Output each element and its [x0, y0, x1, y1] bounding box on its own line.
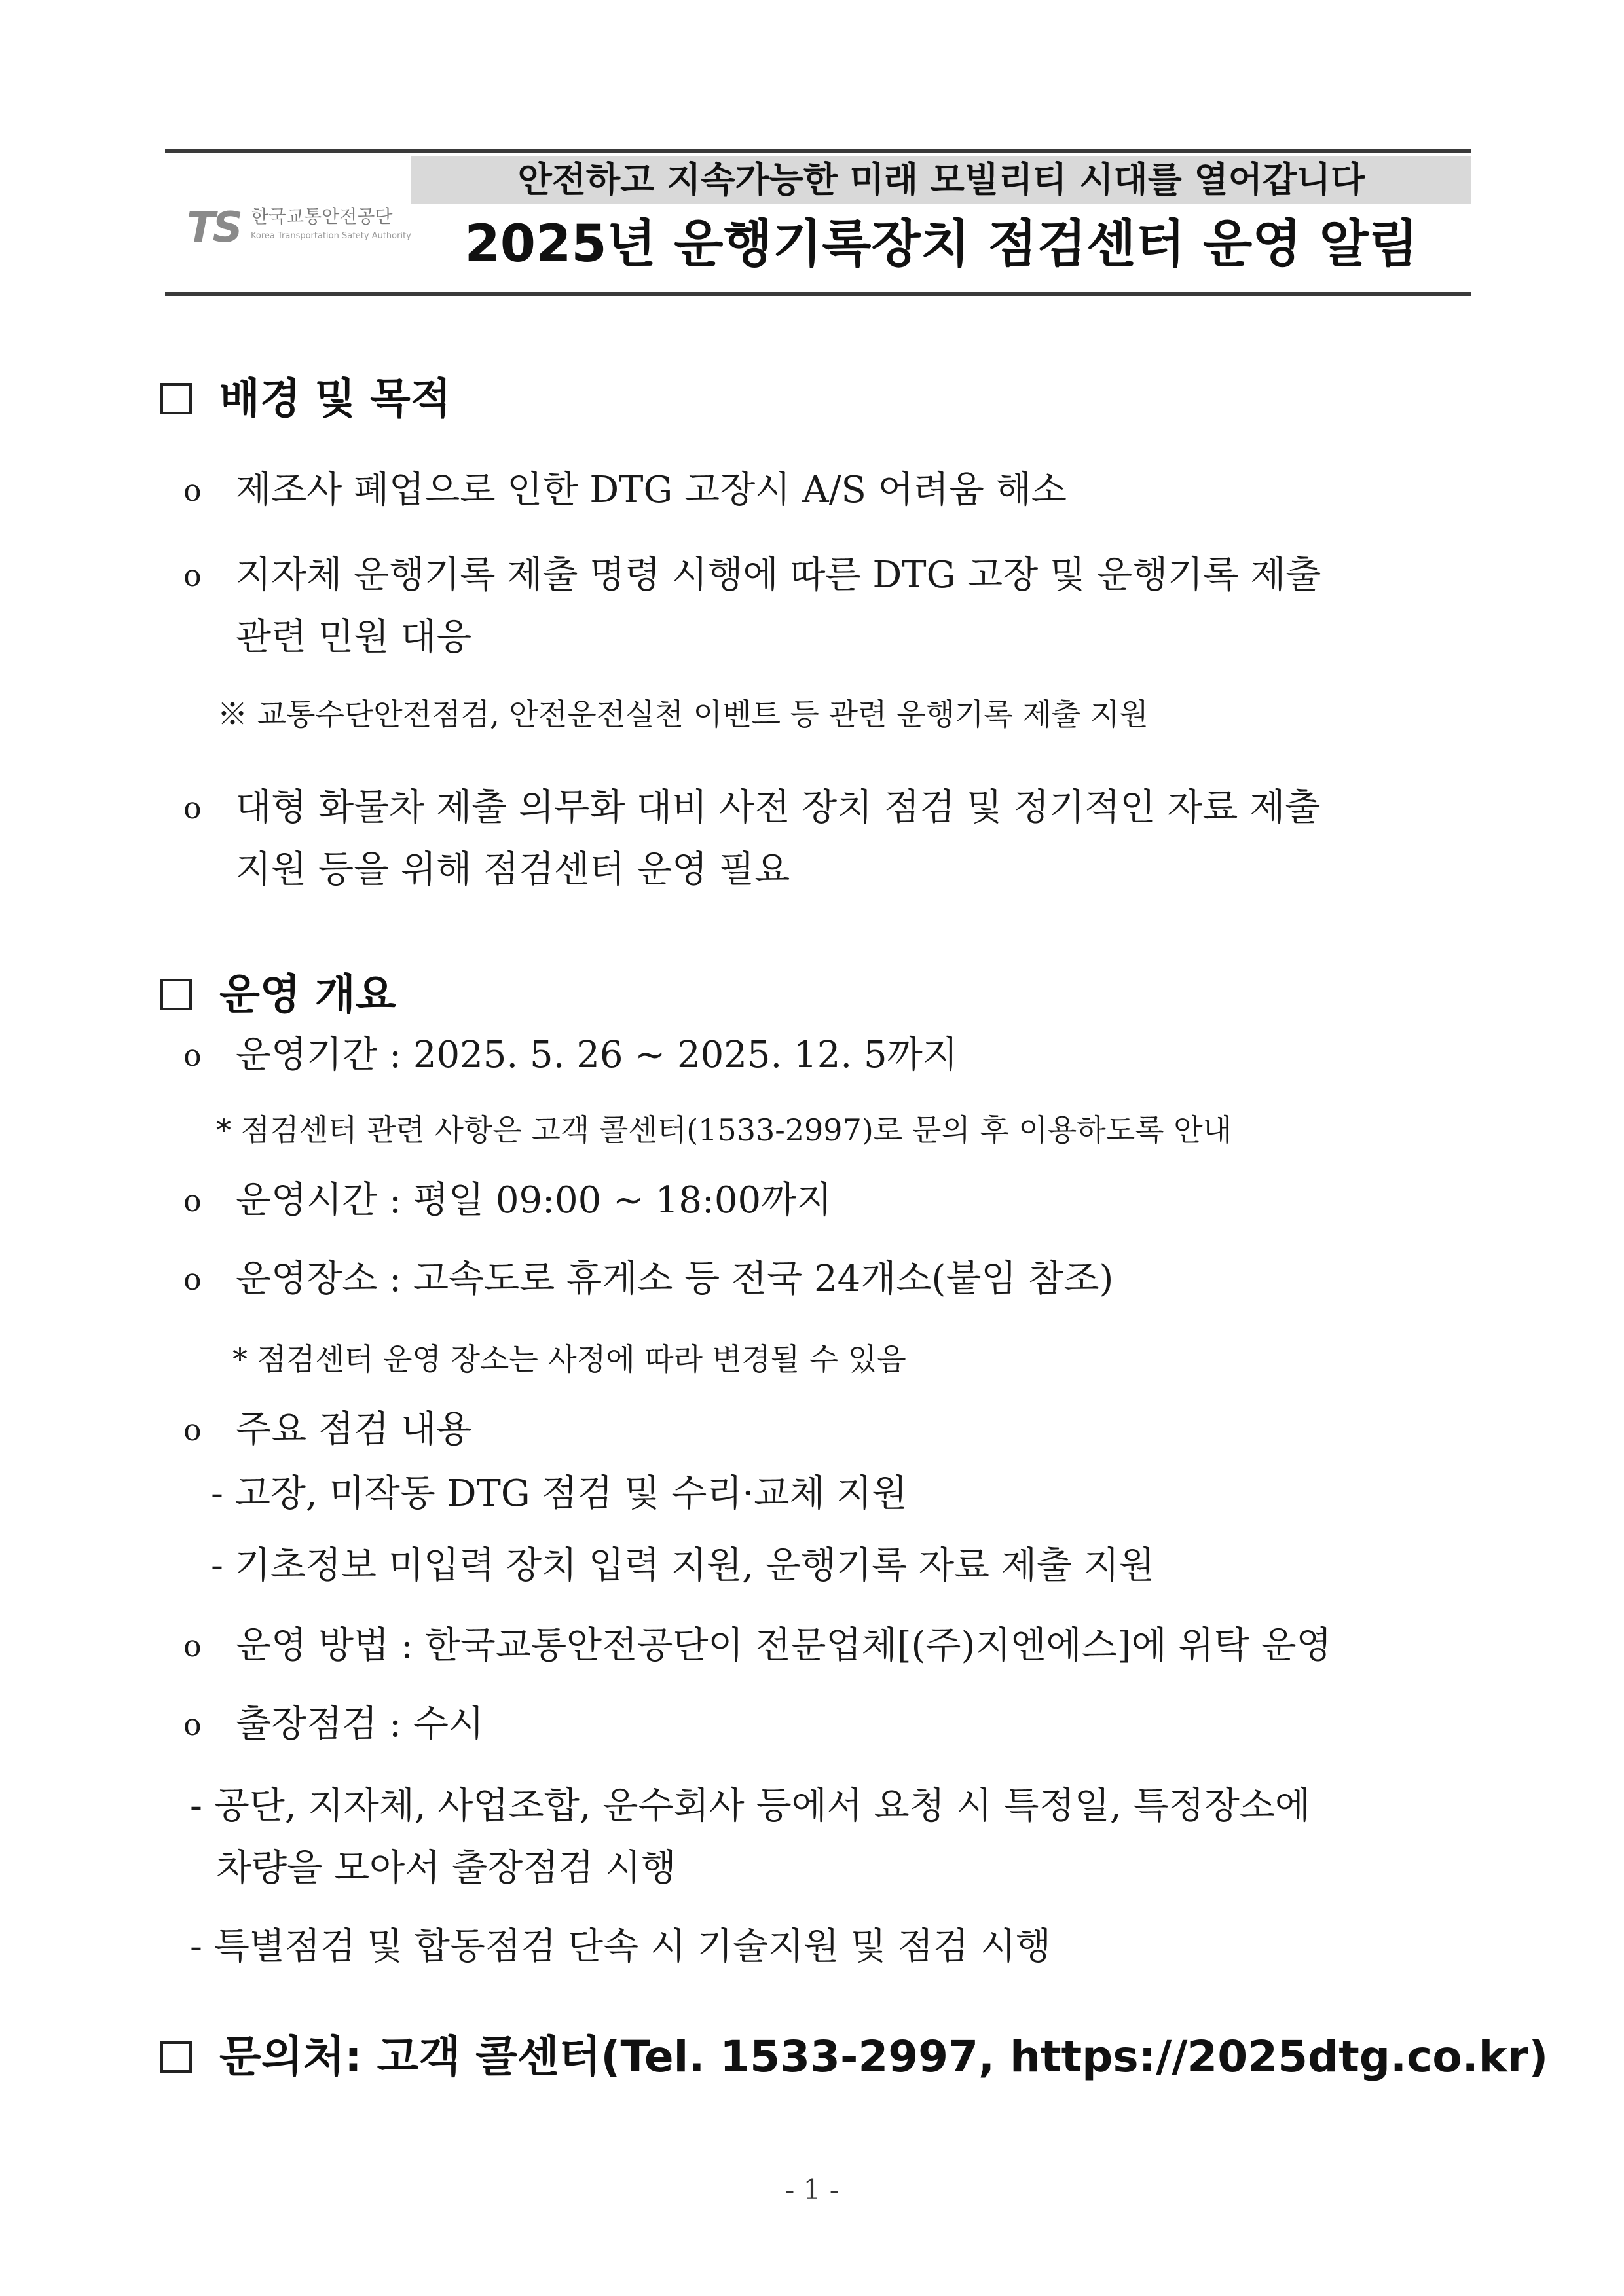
logo-mark: TS: [187, 204, 240, 252]
organization-logo: [187, 200, 409, 252]
onsite-inspection: 출장점검 : 수시: [236, 1703, 485, 1745]
logo-name: 한국교통안전공단: [251, 206, 393, 227]
section-title: 배경 및 목적: [219, 375, 451, 424]
checkbox-square-icon: [160, 383, 192, 414]
inspection-content-item: - 기초정보 미입력 장치 입력 지원, 운행기록 자료 제출 지원: [211, 1544, 1155, 1587]
bullet-icon: o: [183, 1707, 202, 1742]
section-heading-background: [160, 365, 451, 426]
contact-info: 문의처: 고객 콜센터(Tel. 1533-2997, https://2025dtg.co.kr): [219, 2032, 1549, 2082]
period-note: * 점검센터 관련 사항은 고객 콜센터(1533-2997)로 문의 후 이용하도록 안내: [216, 1112, 1232, 1148]
slogan: 안전하고 지속가능한 미래 모빌리티 시대를 열어갑니다: [517, 159, 1365, 200]
bullet-icon: o: [183, 1262, 202, 1297]
list-item-continued: 관련 민원 대응: [236, 616, 472, 659]
logo-subtitle: Korea Transportation Safety Authority: [251, 231, 411, 241]
bullet-icon: o: [183, 1183, 202, 1218]
section-heading-contact: [160, 2022, 1548, 2084]
checkbox-square-icon: [160, 979, 192, 1010]
place-note: * 점검센터 운영 장소는 사정에 따라 변경될 수 있음: [232, 1341, 906, 1377]
bullet-icon: o: [183, 1038, 202, 1073]
document-title: 2025년 운행기록장치 점검센터 운영 알림: [464, 215, 1418, 274]
operation-place: 운영장소 : 고속도로 휴게소 등 전국 24개소(붙임 참조): [236, 1258, 1114, 1300]
onsite-inspection-item-continued: 차량을 모아서 출장점검 시행: [216, 1847, 676, 1889]
section-heading-overview: [160, 961, 396, 1021]
header-top-rule: [165, 149, 1471, 153]
list-item: 지자체 운행기록 제출 명령 시행에 따른 DTG 고장 및 운행기록 제출: [236, 554, 1321, 596]
bullet-icon: o: [183, 558, 202, 593]
inspection-content-title: 주요 점검 내용: [236, 1408, 472, 1451]
operation-hours: 운영시간 : 평일 09:00 ~ 18:00까지: [236, 1179, 832, 1222]
onsite-inspection-item: - 공단, 지자체, 사업조합, 운수회사 등에서 요청 시 특정일, 특정장소에: [190, 1785, 1310, 1827]
page-number: - 1 -: [785, 2174, 839, 2206]
header-bottom-rule: [165, 292, 1471, 296]
operation-period: 운영기간 : 2025. 5. 26 ~ 2025. 12. 5까지: [236, 1034, 958, 1076]
bullet-icon: o: [183, 1628, 202, 1664]
inspection-content-item: - 고장, 미작동 DTG 점검 및 수리·교체 지원: [211, 1472, 908, 1515]
bullet-icon: o: [183, 790, 202, 826]
onsite-inspection-item: - 특별점검 및 합동점검 단속 시 기술지원 및 점검 시행: [190, 1925, 1052, 1968]
operation-method: 운영 방법 : 한국교통안전공단이 전문업체[(주)지엔에스]에 위탁 운영: [236, 1624, 1332, 1667]
checkbox-square-icon: [160, 2041, 192, 2073]
list-item-continued: 지원 등을 위해 점검센터 운영 필요: [236, 848, 790, 891]
reference-note: ※ 교통수단안전점검, 안전운전실천 이벤트 등 관련 운행기록 제출 지원: [217, 697, 1149, 732]
bullet-icon: o: [183, 1412, 202, 1448]
bullet-icon: o: [183, 473, 202, 508]
list-item: 대형 화물차 제출 의무화 대비 사전 장치 점검 및 정기적인 자료 제출: [236, 786, 1321, 829]
list-item: 제조사 폐업으로 인한 DTG 고장시 A/S 어려움 해소: [236, 469, 1067, 511]
section-title: 운영 개요: [219, 971, 396, 1019]
